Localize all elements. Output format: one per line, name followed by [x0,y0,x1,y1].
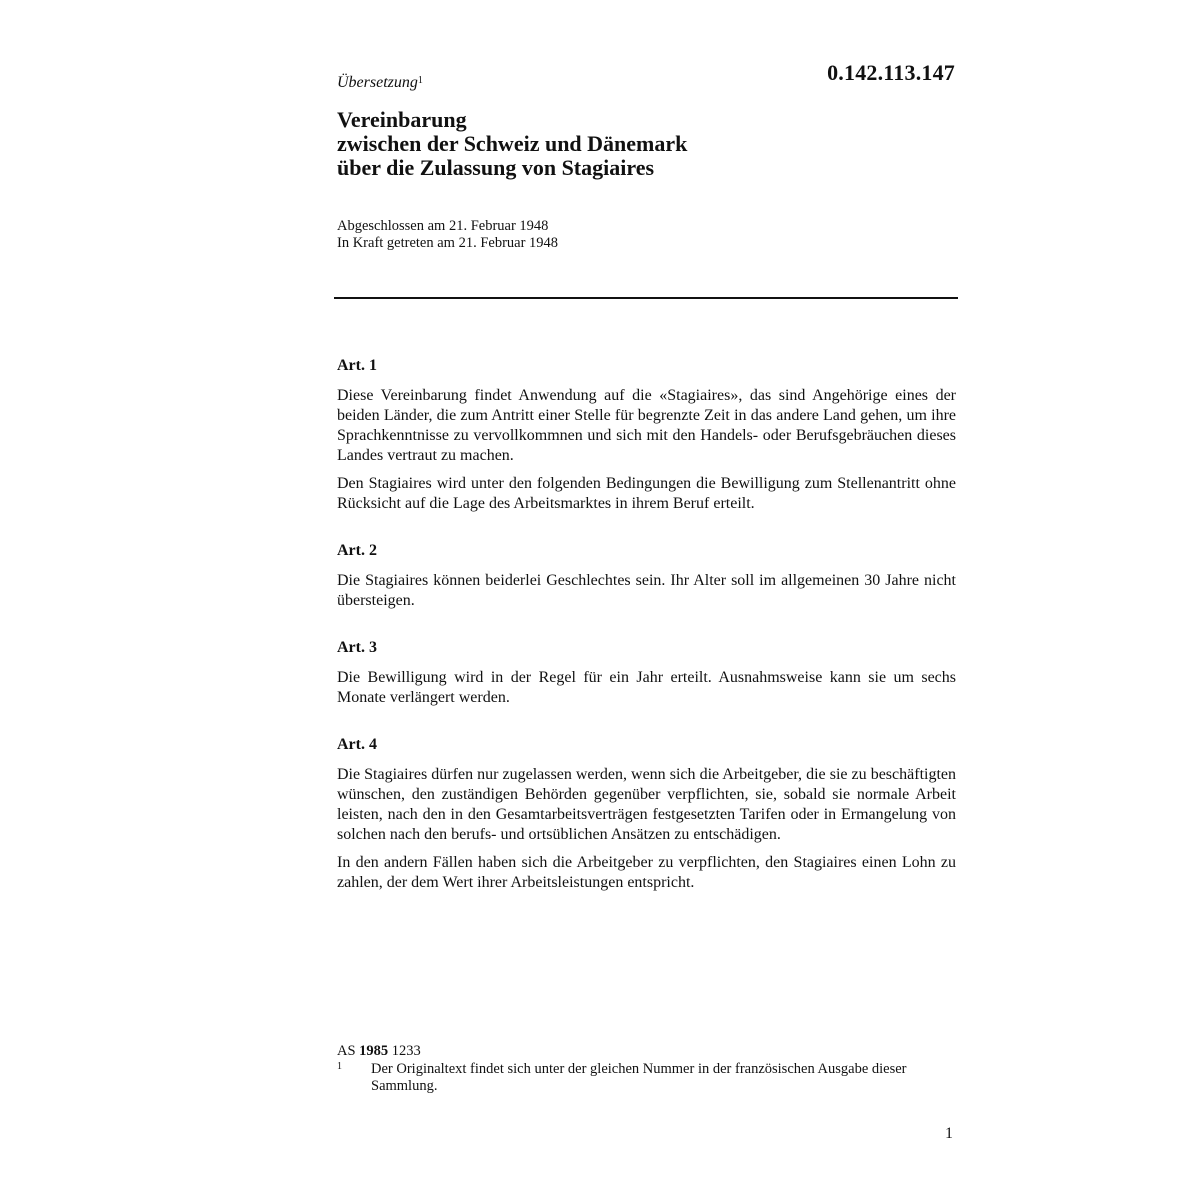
as-reference [337,1043,937,1060]
footnotes [337,1043,937,1095]
title-divider [334,297,958,299]
article-paragraph: Die Stagiaires können beiderlei Geschlechtes sein. Ihr Alter soll im allgemeinen 30 Jahre nicht übersteigen. [337,572,956,609]
article-1 [337,355,956,514]
sr-number: 0.142.113.147 [827,60,955,85]
translation-label [337,72,423,94]
page-number: 1 [945,1125,953,1142]
footnote-reference[interactable]: 1 [417,75,423,86]
title-line-3: über die Zulassung von Stagiaires [337,155,655,180]
dates-block [337,218,558,252]
article-paragraph: Die Stagiaires dürfen nur zugelassen werden, wenn sich die Arbeitgeber, die sie zu beschäftigten wünschen, den zuständigen Behörden gegenüber verpflichten, sie, sobald sie normale Arbeit leisten, nach den in den Gesamtarbeitsverträgen festgesetzten Tarifen oder in Ermangelung von solchen nach den berufs- und ortsüblichen Ansätzen zu entschädigen. [337,766,956,843]
title-line-1: Vereinbarung [337,107,467,132]
article-heading: Art. 4 [337,736,377,753]
article-paragraph: Diese Vereinbarung findet Anwendung auf die «Stagiaires», das sind Angehörige eines der beiden Länder, die zum Antritt einer Stelle für begrenzte Zeit in das andere Land gehen, um ihre Sprachkenntnisse zu vervollkommnen und sich mit den Handels- oder Berufsgebräuchen dieses Landes vertraut zu machen. [337,387,956,464]
footnote-mark: 1 [337,1061,342,1072]
title-line-2: zwischen der Schweiz und Dänemark [337,131,688,156]
article-4 [337,734,956,893]
article-3 [337,637,956,708]
as-page: 1233 [391,1043,421,1059]
as-year: 1985 [359,1043,389,1059]
as-prefix: AS [337,1043,356,1059]
article-heading: Art. 3 [337,639,377,656]
article-heading: Art. 1 [337,357,377,374]
article-paragraph: Den Stagiaires wird unter den folgenden Bedingungen die Bewilligung zum Stellenantritt ohne Rücksicht auf die Lage des Arbeitsmarktes in ihrem Beruf erteilt. [337,475,956,512]
article-paragraph: Die Bewilligung wird in der Regel für ein Jahr erteilt. Ausnahmsweise kann sie um sechs Monate verlängert werden. [337,669,956,706]
concluded-date: Abgeschlossen am 21. Februar 1948 [337,218,549,234]
article-heading: Art. 2 [337,542,377,559]
footnote-1 [337,1061,937,1095]
article-2 [337,540,956,611]
document-title [337,108,687,180]
in-force-date: In Kraft getreten am 21. Februar 1948 [337,235,559,251]
footnote-text: Der Originaltext findet sich unter der gleichen Nummer in der französischen Ausgabe dieser Sammlung. [371,1061,907,1094]
translation-label-text: Übersetzung [337,74,418,91]
articles-body [337,355,956,919]
article-paragraph: In den andern Fällen haben sich die Arbeitgeber zu verpflichten, den Stagiaires einen Lohn zu zahlen, der dem Wert ihrer Arbeitsleistungen entspricht. [337,854,956,891]
